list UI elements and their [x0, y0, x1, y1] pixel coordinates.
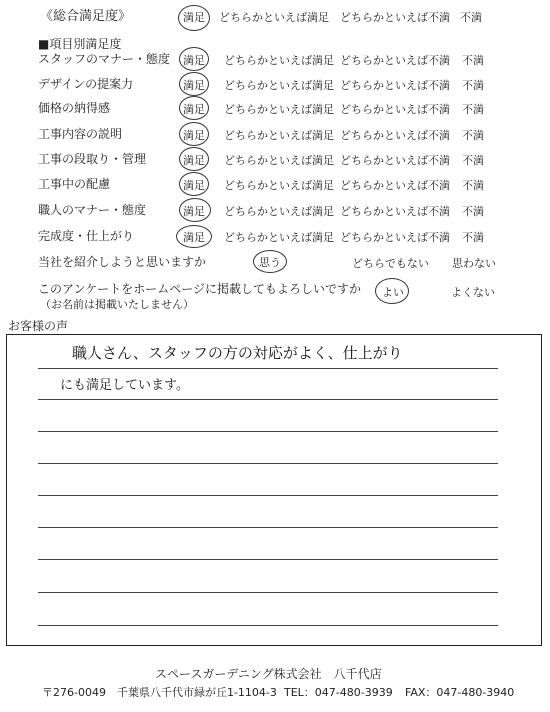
item-label: 価格の納得感 [38, 101, 111, 115]
overall-option-somewhat-satisfied: どちらかといえば満足 [219, 11, 329, 24]
overall-option-somewhat-dissatisfied: どちらかといえば不満 [340, 11, 450, 24]
writing-line [38, 527, 498, 528]
writing-line [38, 463, 498, 464]
option-satisfied: 満足 [183, 129, 205, 142]
writing-line [38, 592, 498, 593]
option-somewhat-dissatisfied: どちらかといえば不満 [340, 231, 450, 244]
option-dissatisfied: 不満 [462, 179, 484, 192]
option-dissatisfied: 不満 [462, 54, 484, 67]
selection-circle [179, 198, 211, 222]
option-satisfied: 満足 [183, 205, 205, 218]
item-label: 完成度・仕上がり [38, 229, 135, 243]
option-dissatisfied: 不満 [462, 205, 484, 218]
option-satisfied: 満足 [183, 79, 205, 92]
option-somewhat-satisfied: どちらかといえば満足 [224, 129, 334, 142]
writing-line [38, 399, 498, 400]
overall-selection-circle [178, 5, 210, 31]
referral-option-no: 思わない [452, 257, 496, 270]
option-somewhat-satisfied: どちらかといえば満足 [224, 154, 334, 167]
writing-line [38, 625, 498, 626]
selection-circle [179, 72, 209, 96]
option-somewhat-dissatisfied: どちらかといえば不満 [340, 103, 450, 116]
selection-circle [179, 122, 209, 146]
option-somewhat-dissatisfied: どちらかといえば不満 [340, 54, 450, 67]
overall-option-dissatisfied: 不満 [460, 11, 482, 24]
overall-option-satisfied: 満足 [183, 11, 205, 24]
selection-circle [176, 225, 212, 248]
publish-note: （お名前は掲載いたしません） [40, 298, 194, 311]
items-header: ■項目別満足度 [38, 37, 122, 51]
referral-selection-circle [253, 250, 287, 273]
option-somewhat-dissatisfied: どちらかといえば不満 [340, 205, 450, 218]
option-satisfied: 満足 [183, 54, 205, 67]
referral-question: 当社を紹介しようと思いますか [38, 255, 207, 269]
selection-circle [179, 47, 209, 71]
option-satisfied: 満足 [183, 103, 205, 116]
item-label: 職人のマナー・態度 [38, 203, 147, 217]
item-label: 工事内容の説明 [38, 127, 123, 141]
item-label: デザインの提案力 [38, 77, 134, 91]
selection-circle [179, 96, 209, 120]
overall-title: 《総合満足度》 [40, 9, 132, 24]
writing-line [38, 368, 498, 369]
option-dissatisfied: 不満 [462, 79, 484, 92]
option-somewhat-dissatisfied: どちらかといえば不満 [340, 179, 450, 192]
footer-address: 〒276-0049 千葉県八千代市緑が丘1-1104-3 [42, 686, 277, 699]
option-satisfied: 満足 [183, 179, 205, 192]
publish-option-no: よくない [451, 286, 495, 299]
voice-handwritten-line-1: 職人さん、スタッフの方の対応がよく、仕上がり [72, 344, 403, 362]
selection-circle [179, 172, 209, 196]
selection-circle [179, 147, 209, 171]
option-somewhat-satisfied: どちらかといえば満足 [224, 205, 334, 218]
voice-header: お客様の声 [8, 319, 69, 333]
option-somewhat-satisfied: どちらかといえば満足 [224, 179, 334, 192]
option-somewhat-satisfied: どちらかといえば満足 [224, 103, 334, 116]
item-label: 工事中の配慮 [38, 177, 111, 191]
option-somewhat-dissatisfied: どちらかといえば不満 [340, 154, 450, 167]
option-somewhat-dissatisfied: どちらかといえば不満 [340, 129, 450, 142]
referral-option-neutral: どちらでもない [352, 257, 429, 270]
voice-handwritten-line-2: にも満足しています。 [60, 378, 189, 393]
item-label: 工事の段取り・管理 [38, 152, 147, 166]
writing-line [38, 559, 498, 560]
footer-company: スペースガーデニング株式会社 八千代店 [155, 667, 382, 681]
publish-question: このアンケートをホームページに掲載してもよろしいですか [38, 282, 362, 296]
referral-option-yes: 思う [259, 256, 281, 269]
option-dissatisfied: 不満 [462, 154, 484, 167]
option-somewhat-dissatisfied: どちらかといえば不満 [340, 79, 450, 92]
footer-tel: TEL：047-480-3939 [284, 686, 393, 699]
footer-fax: FAX：047-480-3940 [405, 686, 515, 699]
item-label: スタッフのマナー・態度 [38, 52, 171, 66]
option-somewhat-satisfied: どちらかといえば満足 [224, 54, 334, 67]
option-dissatisfied: 不満 [462, 129, 484, 142]
option-satisfied: 満足 [183, 231, 205, 244]
option-somewhat-satisfied: どちらかといえば満足 [224, 231, 334, 244]
publish-option-yes: よい [382, 286, 404, 299]
option-satisfied: 満足 [183, 154, 205, 167]
writing-line [38, 495, 498, 496]
option-dissatisfied: 不満 [462, 231, 484, 244]
option-dissatisfied: 不満 [462, 103, 484, 116]
writing-line [38, 431, 498, 432]
option-somewhat-satisfied: どちらかといえば満足 [224, 79, 334, 92]
publish-selection-circle [375, 278, 409, 304]
